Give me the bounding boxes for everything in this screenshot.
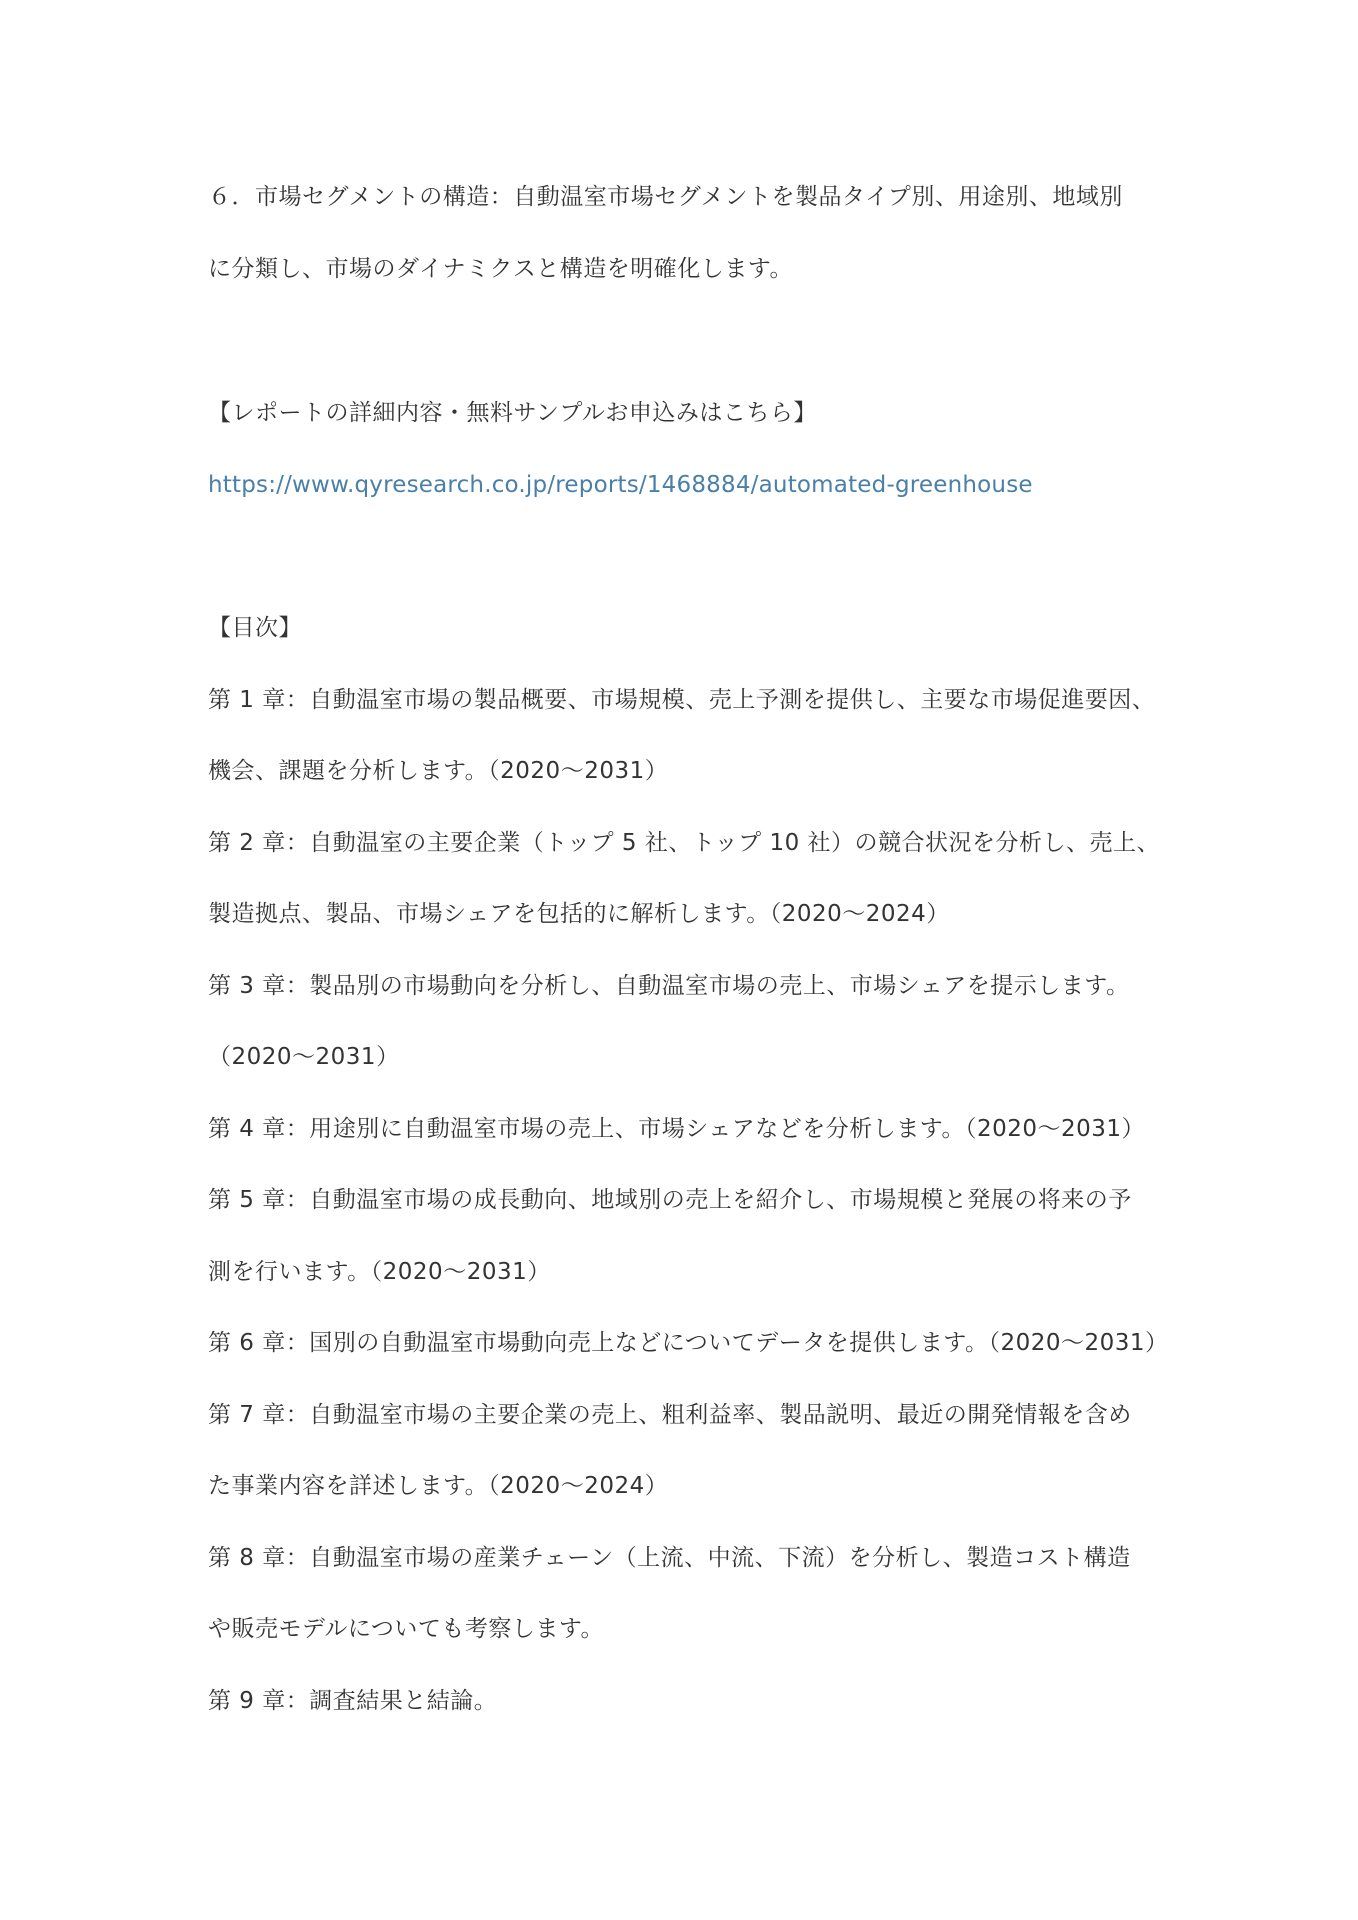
report-link[interactable]: https://www.qyresearch.co.jp/reports/1468884/automated-greenhouse [208,472,1033,498]
toc-line: 測を行います。（2020～2031） [208,1259,551,1285]
toc-line: 第 6 章：国別の自動温室市場動向売上などについてデータを提供します。（2020～2031） [208,1330,1169,1356]
toc-heading: 【目次】 [208,615,302,641]
toc-line: た事業内容を詳述します。（2020～2024） [208,1473,669,1499]
toc-line: 第 8 章：自動温室市場の産業チェーン（上流、中流、下流）を分析し、製造コスト構造 [208,1545,1131,1571]
toc-line: 第 2 章：自動温室の主要企業（トップ 5 社、トップ 10 社）の競合状況を分析し、売上、 [208,830,1161,856]
toc-line: や販売モデルについても考察します。 [208,1616,605,1642]
section6-line-2: に分類し、市場のダイナミクスと構造を明確化します。 [208,256,793,282]
toc-line: 第 3 章：製品別の市場動向を分析し、自動温室市場の売上、市場シェアを提示します。 [208,973,1130,999]
toc-line: 第 7 章：自動温室市場の主要企業の売上、粗利益率、製品説明、最近の開発情報を含め [208,1402,1132,1428]
section6-line-1: ６．市場セグメントの構造：自動温室市場セグメントを製品タイプ別、用途別、地域別 [208,184,1123,210]
toc-line: 第 4 章：用途別に自動温室市場の売上、市場シェアなどを分析します。（2020～2031） [208,1116,1146,1142]
toc-line: 第 9 章：調査結果と結論。 [208,1688,498,1714]
toc-line: 第 5 章：自動温室市場の成長動向、地域別の売上を紹介し、市場規模と発展の将来の予 [208,1187,1132,1213]
toc-line: 機会、課題を分析します。（2020～2031） [208,758,669,784]
report-heading: 【レポートの詳細内容・無料サンプルお申込みはこちら】 [208,400,817,426]
toc-line: （2020～2031） [208,1044,400,1070]
toc-line: 第 1 章：自動温室市場の製品概要、市場規模、売上予測を提供し、主要な市場促進要因、 [208,687,1156,713]
toc-line: 製造拠点、製品、市場シェアを包括的に解析します。（2020～2024） [208,901,950,927]
